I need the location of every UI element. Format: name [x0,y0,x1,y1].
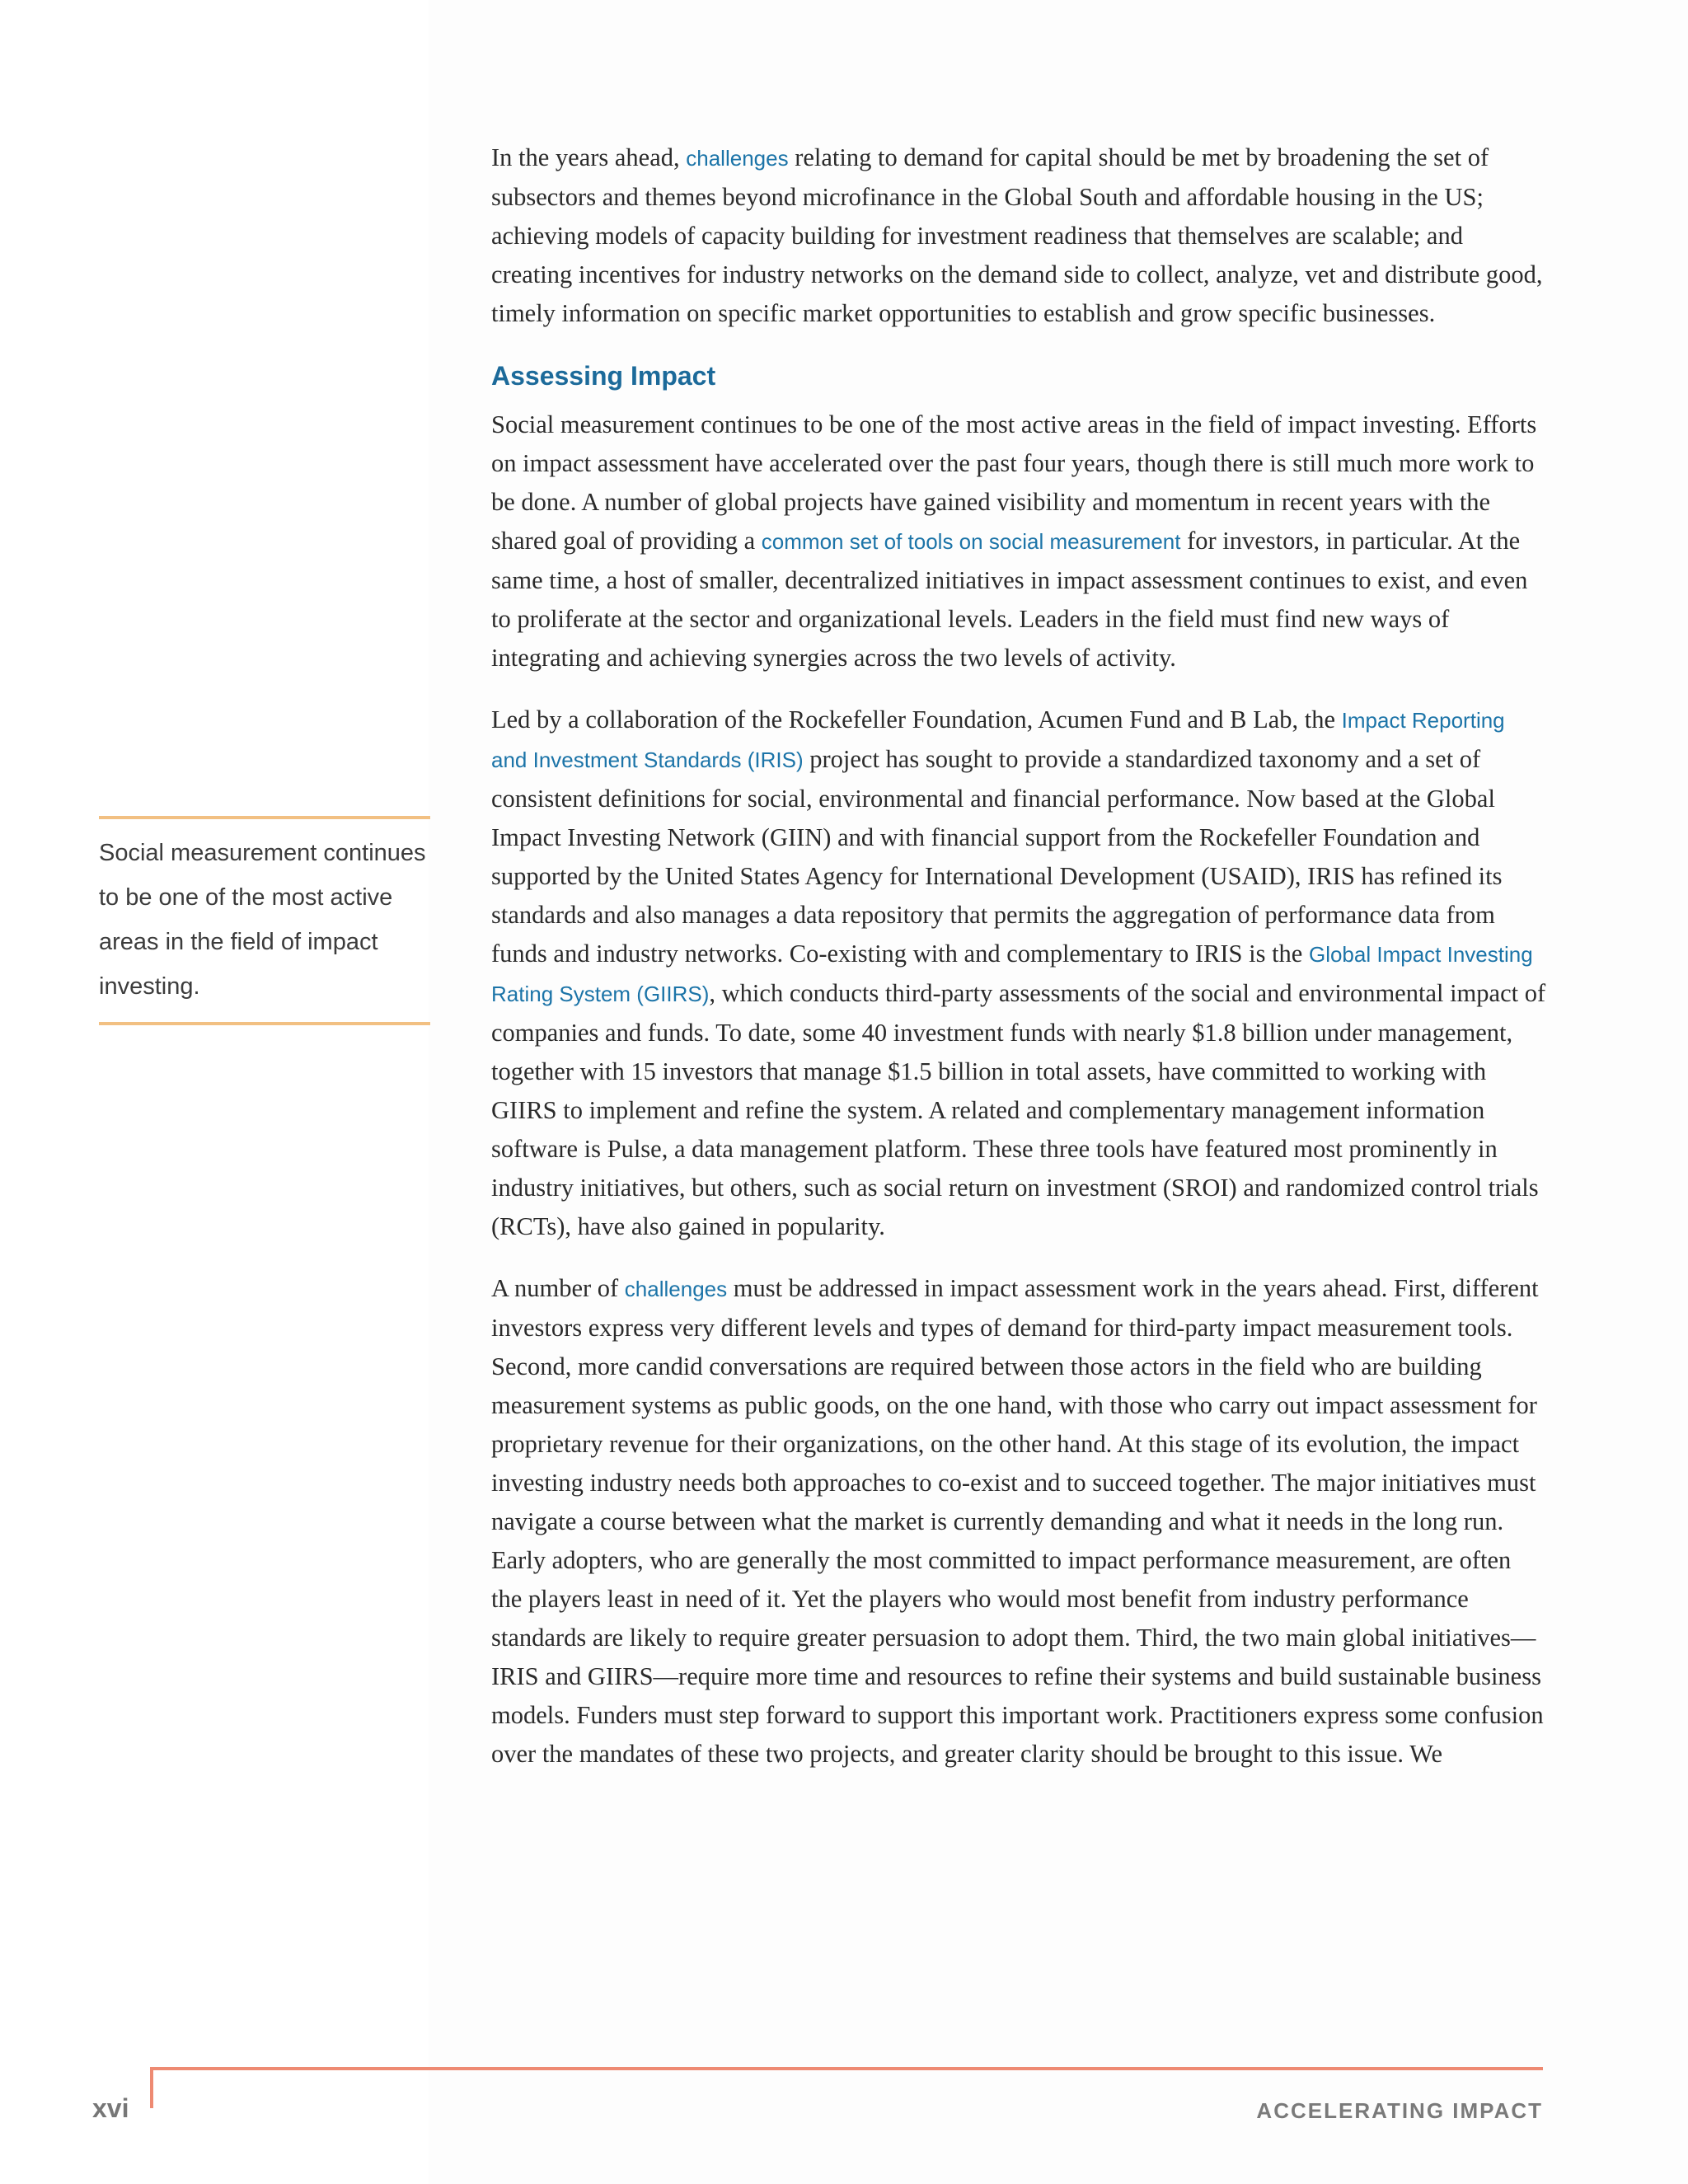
paragraph-text: must be addressed in impact assessment work in the years ahead. First, different investors express very different levels and types of demand for third-party impact measurement tools. Second, more candid conversations are required between those actors in the field who are building measurement systems as public goods, on the one hand, with those who carry out impact assessment for proprietary revenue for their organizations, on the other hand. At this stage of its evolution, the impact investing industry needs both approaches to co-exist and to succeed together. The major initiatives must navigate a course between what the market is currently demanding and what it needs in the long run. Early adopters, who are generally the most committed to impact performance measurement, are often the players least in need of it. Yet the players who would most benefit from industry performance standards are likely to require greater persuasion to adopt them. Third, the two main global initiatives—IRIS and GIIRS—require more time and resources to refine their systems and build sustainable business models. Funders must step forward to support this important work. Practitioners express some confusion over the mandates of these two projects, and greater clarity should be brought to this issue. We [491,1274,1544,1768]
paragraph-text: for investors, in particular. At the same time, a host of smaller, decentralized initiatives in impact assessment continues to exist, and even to proliferate at the sector and organizational levels. Leaders in the field must find new ways of integrating and achieving synergies across the two levels of activity. [491,527,1528,672]
running-title: ACCELERATING IMPACT [1256,2098,1543,2123]
iris-link[interactable]: Impact Reporting and Investment Standards (IRIS) [491,708,1505,772]
paragraph-text: project has sought to provide a standardized taxonomy and a set of consistent definitions for social, environmental and financial performance. Now based at the Global Impact Investing Network (GIIN) and with financial support from the Rockefeller Foundation and supported by the United States Agency for International Development (USAID), IRIS has refined its standards and also manages a data repository that permits the aggregation of performance data from funds and industry networks. Co-existing with and complementary to IRIS is the [491,745,1503,968]
challenges-link[interactable]: challenges [686,146,789,171]
paragraph-text: Led by a collaboration of the Rockefeller Foundation, Acumen Fund and B Lab, the [491,705,1342,733]
common-tools-link[interactable]: common set of tools on social measurement [761,529,1181,554]
paragraph-social-measurement [491,405,1546,677]
paragraph-text: relating to demand for capital should be met by broadening the set of subsectors and themes beyond microfinance in the Global South and affordable housing in the US; achieving models of capacity building for investment readiness that themselves are scalable; and creating incentives for industry networks on the demand side to collect, analyze, vet and distribute good, timely information on specific market opportunities to establish and grow specific businesses. [491,143,1543,327]
paragraph-challenges [491,1269,1546,1774]
paragraph-text: In the years ahead, [491,143,687,171]
paragraph-text: Social measurement continues to be one of the most active areas in the field of impact investing. Efforts on impact assessment have accelerated over the past four years, though there is still much more work to be done. A number of global projects have gained visibility and momentum in recent years with the shared goal of providing a [491,410,1537,555]
footer-rule [150,2067,1543,2070]
page-number: xvi [92,2093,129,2123]
paragraph-text: , which conducts third-party assessments of the social and environmental impact of companies and funds. To date, some 40 investment funds with nearly $1.8 billion under management, together with 15 investors that manage $1.5 billion in total assets, have committed to working with GIIRS to implement and refine the system. A related and complementary management information software is Pulse, a data management platform. These three tools have featured most prominently in industry initiatives, but others, such as social return on investment (SROI) and randomized control trials (RCTs), have also gained in popularity. [491,979,1546,1240]
giirs-link[interactable]: Global Impact Investing Rating System (GIIRS) [491,942,1533,1006]
paragraph-text: A number of [491,1274,625,1302]
paragraph-iris-giirs [491,701,1546,1246]
footer-rule-tick [150,2067,153,2108]
challenges-link[interactable]: challenges [624,1277,728,1301]
section-heading: Assessing Impact [491,361,716,391]
paragraph-demand [491,138,1546,333]
pull-quote-text: Social measurement continues to be one of the most active areas in the field of impact investing. [99,840,426,1000]
body-column [491,138,1546,1797]
pull-quote [99,816,430,1025]
